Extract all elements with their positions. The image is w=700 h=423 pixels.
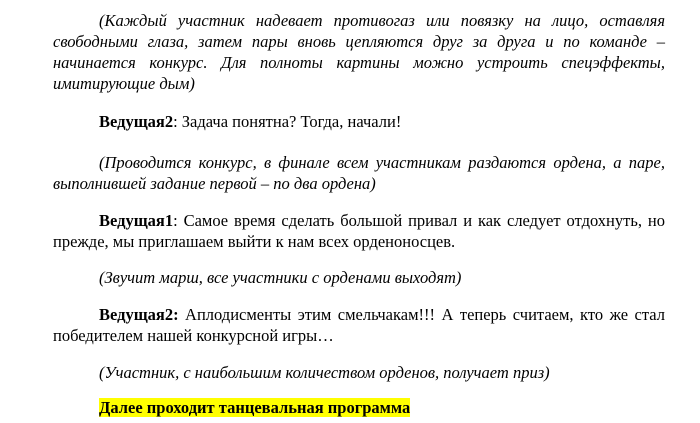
document-page [53, 10, 665, 418]
stage-direction-orders: (Проводится конкурс, в финале всем участникам раздаются ордена, а паре, выполнившей задание первой – по два ордена) [53, 153, 665, 193]
speech-presenter1-rest [53, 210, 665, 252]
highlighted-text: Далее проходит танцевальная программа [99, 398, 411, 417]
speech-presenter2-task [53, 111, 665, 132]
highlighted-line [53, 397, 665, 418]
stage-direction-gas-masks: (Каждый участник надевает противогаз или повязку на лицо, оставляя свободными глаза, затем пары вновь цепляются друг за друга и по команде – начинается конкурс. Для полноты картины можно устроить спецэффекты, имитирующие дым) [53, 11, 665, 93]
speech-presenter2-applause [53, 304, 665, 346]
stage-direction-march: (Звучит марш, все участники с орденами выходят) [99, 268, 462, 287]
speech-text: : Самое время сделать большой привал и как следует отдохнуть, но прежде, мы приглашаем выйти к нам всех орденоносцев. [53, 211, 665, 251]
speaker-name: Ведущая2 [99, 112, 174, 131]
speech-text: Аплодисменты этим смельчакам!!! А теперь считаем, кто же стал победителем нашей конкурсной игры… [53, 305, 665, 345]
speech-text: : Задача понятна? Тогда, начали! [173, 112, 402, 131]
speaker-name: Ведущая2: [99, 305, 179, 324]
stage-direction-prize: (Участник, с наибольшим количеством орденов, получает приз) [99, 363, 550, 382]
speaker-name: Ведущая1 [99, 211, 174, 230]
